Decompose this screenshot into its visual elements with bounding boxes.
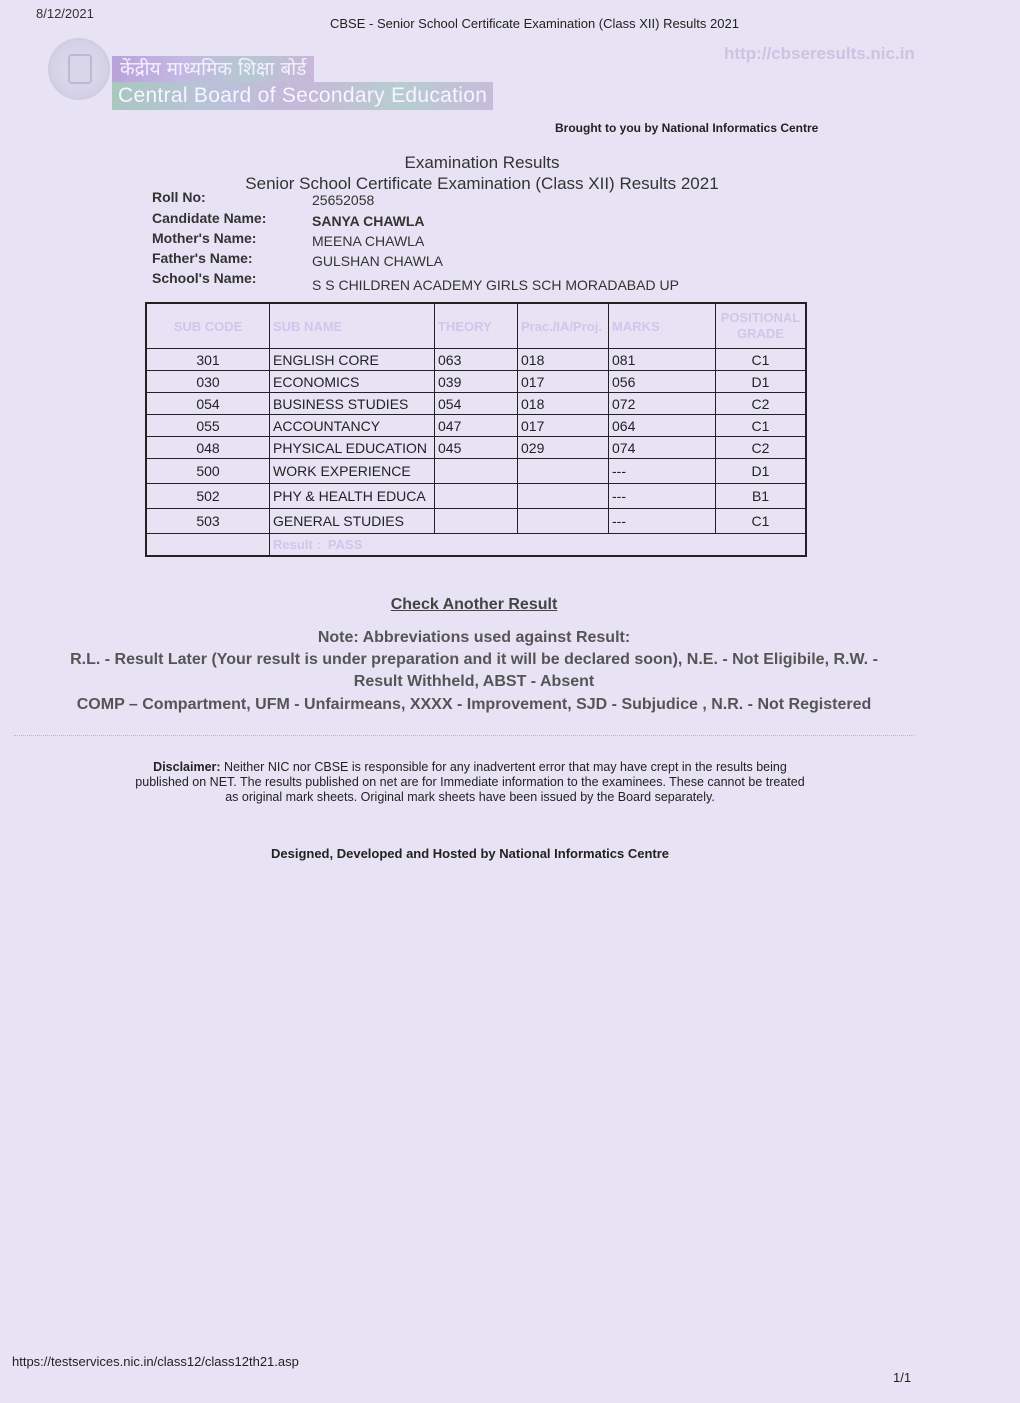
- prac-cell: 017: [518, 371, 609, 393]
- print-title: CBSE - Senior School Certificate Examination (Class XII) Results 2021: [330, 16, 739, 31]
- table-row: [146, 349, 806, 371]
- sub-code-cell: 048: [146, 437, 270, 459]
- grade-cell: C1: [716, 415, 807, 437]
- note-line-1: R.L. - Result Later (Your result is under preparation and it will be declared soon), N.E. - Not Eligibile, R.W. -: [70, 651, 878, 668]
- marks-cell: 064: [609, 415, 716, 437]
- marks-cell: ---: [609, 459, 716, 484]
- father-name-value: GULSHAN CHAWLA: [312, 253, 443, 269]
- site-url-link[interactable]: http://cbseresults.nic.in: [724, 44, 915, 63]
- header-grade: [716, 303, 807, 349]
- sub-code-cell: 301: [146, 349, 270, 371]
- print-date: 8/12/2021: [36, 6, 94, 21]
- theory-cell: 047: [435, 415, 518, 437]
- marks-table: [145, 302, 807, 557]
- disclaimer: [130, 760, 810, 805]
- cbse-emblem-icon: [48, 38, 110, 100]
- marks-cell: ---: [609, 509, 716, 534]
- sub-name-cell: ENGLISH CORE: [270, 349, 435, 371]
- prac-cell: [518, 509, 609, 534]
- theory-cell: [435, 484, 518, 509]
- sub-name-cell: ACCOUNTANCY: [270, 415, 435, 437]
- theory-cell: [435, 459, 518, 484]
- page-title: Examination Results: [404, 153, 560, 172]
- grade-cell: B1: [716, 484, 807, 509]
- sub-name-cell: ECONOMICS: [270, 371, 435, 393]
- grade-cell: C2: [716, 437, 807, 459]
- result-row: [146, 534, 806, 557]
- school-name-label: School's Name:: [152, 270, 257, 286]
- disclaimer-text: Neither NIC nor CBSE is responsible for any inadvertent error that may have crept in the results being published on NET. The results published on net are for Immediate information to the examinees. These cannot be treated as original mark sheets. Original mark sheets have been issued by the Board separately.: [135, 760, 805, 804]
- sub-name-cell: WORK EXPERIENCE: [270, 459, 435, 484]
- grade-cell: C1: [716, 349, 807, 371]
- sub-code-cell: 503: [146, 509, 270, 534]
- brought-by-text: Brought to you by National Informatics Centre: [555, 121, 819, 135]
- disclaimer-label: Disclaimer:: [153, 760, 221, 774]
- marks-cell: 072: [609, 393, 716, 415]
- divider: [14, 735, 914, 736]
- logo-hindi: केंद्रीय माध्यमिक शिक्षा बोर्ड: [112, 56, 314, 82]
- table-row: [146, 509, 806, 534]
- header-marks: MARKS: [609, 303, 716, 349]
- marks-cell: 056: [609, 371, 716, 393]
- sub-name-cell: BUSINESS STUDIES: [270, 393, 435, 415]
- result-label: Result :: [273, 537, 321, 552]
- sub-name-cell: GENERAL STUDIES: [270, 509, 435, 534]
- candidate-name-label: Candidate Name:: [152, 210, 267, 226]
- grade-cell: D1: [716, 459, 807, 484]
- marks-cell: 074: [609, 437, 716, 459]
- page-number: 1/1: [893, 1370, 912, 1385]
- note-line-2: Result Withheld, ABST - Absent: [353, 673, 595, 690]
- mother-name-value: MEENA CHAWLA: [312, 233, 425, 249]
- check-another-result-link[interactable]: Check Another Result: [390, 596, 558, 613]
- sub-code-cell: 030: [146, 371, 270, 393]
- result-empty-cell: [146, 534, 270, 557]
- designed-by-text: Designed, Developed and Hosted by National Informatics Centre: [270, 846, 670, 861]
- table-row: [146, 484, 806, 509]
- mother-name-label: Mother's Name:: [152, 230, 257, 246]
- sub-code-cell: 500: [146, 459, 270, 484]
- prac-cell: [518, 459, 609, 484]
- result-cell: [270, 534, 807, 557]
- sub-code-cell: 502: [146, 484, 270, 509]
- theory-cell: 054: [435, 393, 518, 415]
- result-value: PASS: [327, 537, 363, 552]
- father-name-label: Father's Name:: [152, 250, 253, 266]
- page-subtitle: Senior School Certificate Examination (Class XII) Results 2021: [245, 174, 719, 193]
- table-row: [146, 393, 806, 415]
- sub-code-cell: 055: [146, 415, 270, 437]
- sub-name-cell: PHY & HEALTH EDUCA: [270, 484, 435, 509]
- school-name-value: S S CHILDREN ACADEMY GIRLS SCH MORADABAD UP: [312, 277, 679, 293]
- grade-cell: C2: [716, 393, 807, 415]
- header-theory: THEORY: [435, 303, 518, 349]
- grade-cell: C1: [716, 509, 807, 534]
- prac-cell: 017: [518, 415, 609, 437]
- roll-value: 25652058: [312, 192, 375, 208]
- prac-cell: 029: [518, 437, 609, 459]
- note-title: Note: Abbreviations used against Result:: [317, 629, 631, 646]
- sub-name-cell: PHYSICAL EDUCATION: [270, 437, 435, 459]
- header-sub-name: SUB NAME: [270, 303, 435, 349]
- sub-code-cell: 054: [146, 393, 270, 415]
- note-line-3: COMP – Compartment, UFM - Unfairmeans, XXXX - Improvement, SJD - Subjudice , N.R. - Not Registered: [76, 696, 872, 713]
- theory-cell: 045: [435, 437, 518, 459]
- footer-url: https://testservices.nic.in/class12/class12th21.asp: [12, 1354, 299, 1369]
- roll-label: Roll No:: [152, 189, 206, 205]
- prac-cell: 018: [518, 349, 609, 371]
- header-grade-line2: GRADE: [737, 326, 784, 341]
- prac-cell: 018: [518, 393, 609, 415]
- logo-english: Central Board of Secondary Education: [112, 82, 493, 110]
- grade-cell: D1: [716, 371, 807, 393]
- candidate-name-value: SANYA CHAWLA: [312, 213, 425, 229]
- table-row: [146, 415, 806, 437]
- prac-cell: [518, 484, 609, 509]
- theory-cell: 039: [435, 371, 518, 393]
- marks-cell: ---: [609, 484, 716, 509]
- table-row: [146, 459, 806, 484]
- header-prac: Prac./IA/Proj.: [518, 303, 609, 349]
- table-row: [146, 371, 806, 393]
- header-grade-line1: POSITIONAL: [720, 310, 801, 325]
- theory-cell: [435, 509, 518, 534]
- table-header-row: [146, 303, 806, 349]
- marks-cell: 081: [609, 349, 716, 371]
- theory-cell: 063: [435, 349, 518, 371]
- header-sub-code: SUB CODE: [146, 303, 270, 349]
- table-row: [146, 437, 806, 459]
